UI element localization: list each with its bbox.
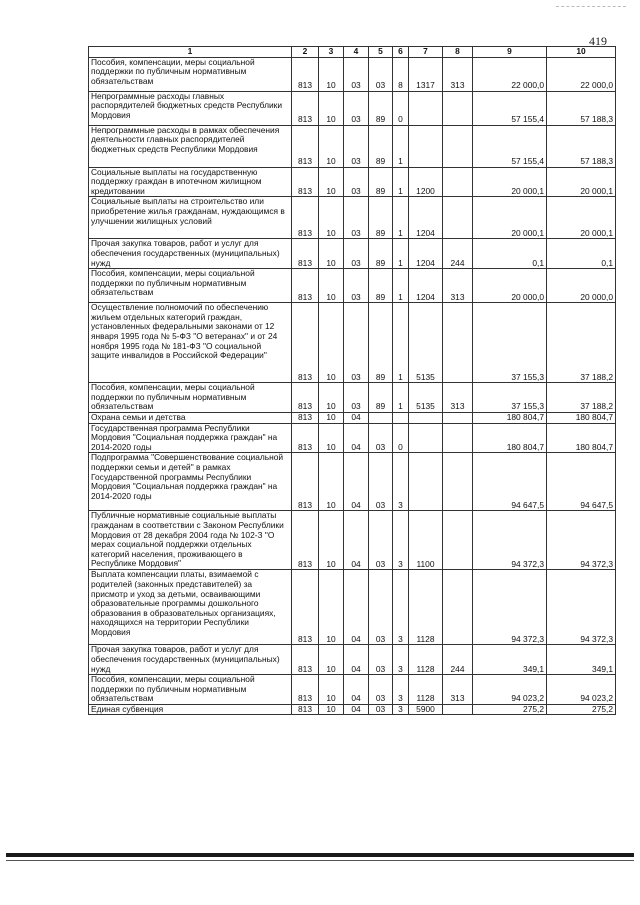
- cell-c7: 1128: [409, 645, 443, 675]
- cell-c4: 04: [344, 511, 369, 570]
- table-row: [89, 383, 616, 413]
- cell-c4: 03: [344, 197, 369, 239]
- cell-c6: 3: [393, 511, 409, 570]
- cell-c4: 04: [344, 704, 369, 715]
- cell-c3: 10: [319, 269, 344, 303]
- cell-c7: 1204: [409, 239, 443, 269]
- row-name-cell: Публичные нормативные социальные выплаты гражданам в соответствии с Законом Республики Мордовия от 28 декабря 2004 года № 102-З "О мерах социальной поддержки отдельных категорий населения, проживающего в Республике Мордовия": [89, 511, 292, 570]
- cell-c3: 10: [319, 511, 344, 570]
- cell-c7: 1128: [409, 675, 443, 705]
- cell-c9: 349,1: [473, 645, 547, 675]
- cell-c7: 1100: [409, 511, 443, 570]
- cell-c7: [409, 91, 443, 125]
- cell-c9: 0,1: [473, 239, 547, 269]
- cell-c5: 89: [369, 303, 393, 383]
- row-name-cell: Социальные выплаты на строительство или приобретение жилья гражданам, нуждающимся в улучшении жилищных условий: [89, 197, 292, 239]
- cell-c2: 813: [292, 269, 319, 303]
- cell-c4: 03: [344, 91, 369, 125]
- cell-c8: [443, 453, 473, 511]
- cell-c4: 03: [344, 167, 369, 197]
- cell-c3: 10: [319, 167, 344, 197]
- cell-c9: 20 000,1: [473, 167, 547, 197]
- cell-c5: 89: [369, 167, 393, 197]
- cell-c10: 20 000,1: [547, 197, 616, 239]
- cell-c7: 1317: [409, 57, 443, 91]
- cell-c8: [443, 570, 473, 645]
- cell-c9: 57 155,4: [473, 91, 547, 125]
- cell-c8: [443, 511, 473, 570]
- cell-c6: 1: [393, 269, 409, 303]
- row-name-cell: Охрана семьи и детства: [89, 412, 292, 423]
- cell-c2: 813: [292, 303, 319, 383]
- cell-c8: 313: [443, 383, 473, 413]
- cell-c2: 813: [292, 239, 319, 269]
- table-row: [89, 167, 616, 197]
- row-name-cell: Социальные выплаты на государственную поддержку граждан в ипотечном жилищном кредитовании: [89, 167, 292, 197]
- cell-c6: 3: [393, 675, 409, 705]
- table-row: [89, 423, 616, 453]
- cell-c5: 89: [369, 197, 393, 239]
- cell-c6: [393, 412, 409, 423]
- cell-c2: 813: [292, 645, 319, 675]
- cell-c2: 813: [292, 197, 319, 239]
- cell-c6: 1: [393, 383, 409, 413]
- cell-c5: 89: [369, 239, 393, 269]
- column-header: 4: [344, 47, 369, 58]
- row-name-cell: Государственная программа Республики Мордовия "Социальная поддержка граждан" на 2014-2020 годы: [89, 423, 292, 453]
- cell-c5: 89: [369, 269, 393, 303]
- cell-c8: [443, 303, 473, 383]
- cell-c9: 94 372,3: [473, 511, 547, 570]
- cell-c4: 03: [344, 383, 369, 413]
- table-row: [89, 453, 616, 511]
- budget-table: [88, 46, 616, 715]
- cell-c3: 10: [319, 125, 344, 167]
- scan-corner-mark: [556, 6, 626, 8]
- page-number: 419: [589, 34, 607, 48]
- cell-c5: [369, 412, 393, 423]
- cell-c8: 313: [443, 269, 473, 303]
- cell-c10: 37 188,2: [547, 303, 616, 383]
- cell-c5: 89: [369, 125, 393, 167]
- cell-c5: 03: [369, 704, 393, 715]
- cell-c10: 57 188,3: [547, 125, 616, 167]
- cell-c5: 89: [369, 383, 393, 413]
- cell-c4: 04: [344, 423, 369, 453]
- cell-c2: 813: [292, 91, 319, 125]
- cell-c7: 5135: [409, 383, 443, 413]
- cell-c9: 20 000,1: [473, 197, 547, 239]
- cell-c2: 813: [292, 423, 319, 453]
- cell-c6: 0: [393, 423, 409, 453]
- cell-c9: 37 155,3: [473, 303, 547, 383]
- cell-c3: 10: [319, 197, 344, 239]
- column-header: 3: [319, 47, 344, 58]
- column-header: 7: [409, 47, 443, 58]
- table-row: [89, 57, 616, 91]
- table-row: [89, 570, 616, 645]
- row-name-cell: Непрограммные расходы в рамках обеспечения деятельности главных распорядителей бюджетных средств Республики Мордовия: [89, 125, 292, 167]
- cell-c8: 313: [443, 57, 473, 91]
- table-row: [89, 645, 616, 675]
- cell-c3: 10: [319, 57, 344, 91]
- cell-c4: 04: [344, 675, 369, 705]
- cell-c8: [443, 704, 473, 715]
- cell-c7: 1128: [409, 570, 443, 645]
- table-row: [89, 303, 616, 383]
- cell-c9: 22 000,0: [473, 57, 547, 91]
- cell-c10: 20 000,1: [547, 167, 616, 197]
- cell-c10: 94 023,2: [547, 675, 616, 705]
- cell-c10: 94 647,5: [547, 453, 616, 511]
- cell-c6: 3: [393, 704, 409, 715]
- column-header: 2: [292, 47, 319, 58]
- table-header-row: [89, 47, 616, 58]
- table-body: [89, 57, 616, 715]
- cell-c10: 0,1: [547, 239, 616, 269]
- cell-c2: 813: [292, 453, 319, 511]
- cell-c4: 04: [344, 645, 369, 675]
- column-header: 6: [393, 47, 409, 58]
- table-row: [89, 269, 616, 303]
- cell-c6: 3: [393, 453, 409, 511]
- cell-c3: 10: [319, 383, 344, 413]
- cell-c8: [443, 125, 473, 167]
- cell-c6: 1: [393, 239, 409, 269]
- column-header: 9: [473, 47, 547, 58]
- cell-c4: 04: [344, 412, 369, 423]
- cell-c7: 1200: [409, 167, 443, 197]
- cell-c6: 1: [393, 197, 409, 239]
- cell-c4: 03: [344, 57, 369, 91]
- cell-c10: 180 804,7: [547, 412, 616, 423]
- cell-c5: 03: [369, 423, 393, 453]
- cell-c4: 03: [344, 239, 369, 269]
- cell-c6: 1: [393, 167, 409, 197]
- cell-c3: 10: [319, 91, 344, 125]
- cell-c4: 04: [344, 570, 369, 645]
- cell-c9: 57 155,4: [473, 125, 547, 167]
- row-name-cell: Пособия, компенсации, меры социальной поддержки по публичным нормативным обязательствам: [89, 383, 292, 413]
- cell-c6: 1: [393, 303, 409, 383]
- column-header: 1: [89, 47, 292, 58]
- table-row: [89, 91, 616, 125]
- row-name-cell: Непрограммные расходы главных распорядителей бюджетных средств Республики Мордовия: [89, 91, 292, 125]
- cell-c9: 180 804,7: [473, 412, 547, 423]
- cell-c10: 37 188,2: [547, 383, 616, 413]
- cell-c2: 813: [292, 511, 319, 570]
- cell-c10: 20 000,0: [547, 269, 616, 303]
- cell-c8: 244: [443, 239, 473, 269]
- cell-c8: [443, 91, 473, 125]
- cell-c3: 10: [319, 645, 344, 675]
- row-name-cell: Выплата компенсации платы, взимаемой с родителей (законных представителей) за присмотр и уход за детьми, осваивающими образовательные программы дошкольного образования в образовательных организациях, находящихся на территории Республики Мордовия: [89, 570, 292, 645]
- table-row: [89, 412, 616, 423]
- row-name-cell: Прочая закупка товаров, работ и услуг для обеспечения государственных (муниципальных) нужд: [89, 239, 292, 269]
- cell-c2: 813: [292, 167, 319, 197]
- cell-c2: 813: [292, 57, 319, 91]
- cell-c7: 5135: [409, 303, 443, 383]
- cell-c4: 03: [344, 303, 369, 383]
- cell-c3: 10: [319, 423, 344, 453]
- cell-c9: 94 647,5: [473, 453, 547, 511]
- cell-c4: 03: [344, 269, 369, 303]
- row-name-cell: Пособия, компенсации, меры социальной поддержки по публичным нормативным обязательствам: [89, 57, 292, 91]
- column-header: 10: [547, 47, 616, 58]
- cell-c8: 313: [443, 675, 473, 705]
- row-name-cell: Пособия, компенсации, меры социальной поддержки по публичным нормативным обязательствам: [89, 675, 292, 705]
- cell-c10: 275,2: [547, 704, 616, 715]
- cell-c2: 813: [292, 125, 319, 167]
- cell-c3: 10: [319, 704, 344, 715]
- cell-c7: [409, 412, 443, 423]
- row-name-cell: Прочая закупка товаров, работ и услуг для обеспечения государственных (муниципальных) нужд: [89, 645, 292, 675]
- cell-c2: 813: [292, 412, 319, 423]
- cell-c3: 10: [319, 239, 344, 269]
- cell-c2: 813: [292, 570, 319, 645]
- cell-c6: 3: [393, 570, 409, 645]
- cell-c8: [443, 412, 473, 423]
- column-header: 5: [369, 47, 393, 58]
- cell-c10: 94 372,3: [547, 511, 616, 570]
- cell-c9: 94 372,3: [473, 570, 547, 645]
- cell-c2: 813: [292, 383, 319, 413]
- cell-c3: 10: [319, 412, 344, 423]
- cell-c3: 10: [319, 303, 344, 383]
- cell-c3: 10: [319, 570, 344, 645]
- cell-c7: [409, 125, 443, 167]
- table-row: [89, 704, 616, 715]
- cell-c9: 20 000,0: [473, 269, 547, 303]
- cell-c10: 57 188,3: [547, 91, 616, 125]
- cell-c4: 03: [344, 125, 369, 167]
- table-row: [89, 239, 616, 269]
- bottom-rule-thin: [6, 860, 634, 861]
- cell-c2: 813: [292, 704, 319, 715]
- cell-c6: 0: [393, 91, 409, 125]
- cell-c5: 03: [369, 645, 393, 675]
- column-header: 8: [443, 47, 473, 58]
- cell-c2: 813: [292, 675, 319, 705]
- table-row: [89, 197, 616, 239]
- cell-c10: 180 804,7: [547, 423, 616, 453]
- row-name-cell: Подпрограмма "Совершенствование социальной поддержки семьи и детей" в рамках Государственной программы Республики Мордовия "Социальная поддержка граждан" на 2014-2020 годы: [89, 453, 292, 511]
- cell-c9: 37 155,3: [473, 383, 547, 413]
- row-name-cell: Единая субвенция: [89, 704, 292, 715]
- cell-c9: 94 023,2: [473, 675, 547, 705]
- cell-c9: 180 804,7: [473, 423, 547, 453]
- cell-c8: [443, 167, 473, 197]
- table-row: [89, 125, 616, 167]
- cell-c3: 10: [319, 675, 344, 705]
- cell-c7: 5900: [409, 704, 443, 715]
- cell-c10: 349,1: [547, 645, 616, 675]
- cell-c7: 1204: [409, 197, 443, 239]
- cell-c5: 03: [369, 511, 393, 570]
- cell-c8: [443, 197, 473, 239]
- row-name-cell: Пособия, компенсации, меры социальной поддержки по публичным нормативным обязательствам: [89, 269, 292, 303]
- table-row: [89, 675, 616, 705]
- cell-c3: 10: [319, 453, 344, 511]
- cell-c6: 1: [393, 125, 409, 167]
- cell-c7: [409, 423, 443, 453]
- cell-c5: 03: [369, 57, 393, 91]
- bottom-rule: [6, 853, 634, 857]
- row-name-cell: Осуществление полномочий по обеспечению жильем отдельных категорий граждан, установленных федеральными законами от 12 января 1995 года № 5-ФЗ "О ветеранах" и от 24 ноября 1995 года № 181-ФЗ "О социальной защите инвалидов в Российской Федерации": [89, 303, 292, 383]
- cell-c9: 275,2: [473, 704, 547, 715]
- cell-c7: 1204: [409, 269, 443, 303]
- cell-c4: 04: [344, 453, 369, 511]
- cell-c7: [409, 453, 443, 511]
- cell-c8: [443, 423, 473, 453]
- cell-c5: 03: [369, 675, 393, 705]
- table-row: [89, 511, 616, 570]
- cell-c10: 94 372,3: [547, 570, 616, 645]
- cell-c6: 8: [393, 57, 409, 91]
- cell-c6: 3: [393, 645, 409, 675]
- cell-c5: 03: [369, 570, 393, 645]
- cell-c10: 22 000,0: [547, 57, 616, 91]
- cell-c5: 03: [369, 453, 393, 511]
- cell-c5: 89: [369, 91, 393, 125]
- cell-c8: 244: [443, 645, 473, 675]
